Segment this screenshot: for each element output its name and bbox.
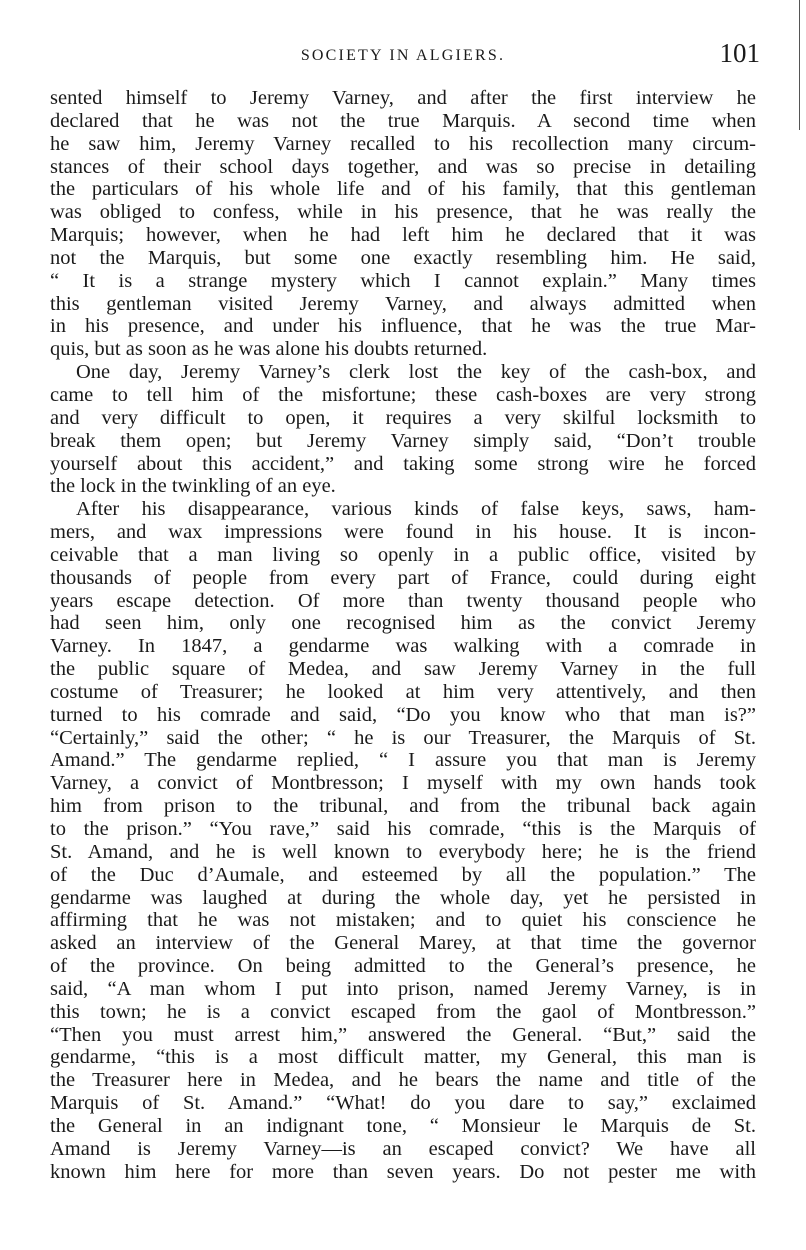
text-line: yourself about this accident,” and taking some strong wire he forced (50, 452, 756, 475)
text-line: not the Marquis, but some one exactly resembling him. He said, (50, 246, 756, 269)
text-line: was obliged to confess, while in his presence, that he was really the (50, 201, 756, 224)
text-line: Marquis; however, when he had left him he declared that it was (50, 224, 756, 247)
text-line: said, “A man whom I put into prison, named Jeremy Varney, is in (50, 977, 756, 1000)
text-line: gendarme was laughed at during the whole day, yet he persisted in (50, 886, 756, 909)
text-line: costume of Treasurer; he looked at him very attentively, and then (50, 680, 756, 703)
text-line: years escape detection. Of more than twenty thousand people who (50, 589, 756, 612)
text-line: sented himself to Jeremy Varney, and after the first interview he (50, 87, 756, 109)
text-line: the General in an indignant tone, “ Monsieur le Marquis de St. (50, 1114, 756, 1137)
text-line: of the Duc d’Aumale, and esteemed by all the population.” The (50, 863, 756, 886)
text-line: “Certainly,” said the other; “ he is our Treasurer, the Marquis of St. (50, 726, 756, 749)
text-line: affirming that he was not mistaken; and to quiet his conscience he (50, 909, 756, 932)
text-line: gendarme, “this is a most difficult matter, my General, this man is (50, 1046, 756, 1069)
page-edge-rule (799, 0, 800, 130)
text-line: stances of their school days together, and was so precise in detailing (50, 155, 756, 178)
text-line: Varney, a convict of Montbresson; I myself with my own hands took (50, 772, 756, 795)
text-line: and very difficult to open, it requires a very skilful locksmith to (50, 406, 756, 429)
text-line: thousands of people from every part of France, could during eight (50, 566, 756, 589)
text-line: came to tell him of the misfortune; these cash-boxes are very strong (50, 383, 756, 406)
text-line: him from prison to the tribunal, and from the tribunal back again (50, 795, 756, 818)
text-line: the public square of Medea, and saw Jeremy Varney in the full (50, 658, 756, 681)
text-line: Marquis of St. Amand.” “What! do you dare to say,” exclaimed (50, 1092, 756, 1115)
text-line: ceivable that a man living so openly in a public office, visited by (50, 543, 756, 566)
text-line: asked an interview of the General Marey, at that time the governor (50, 932, 756, 955)
text-line: this gentleman visited Jeremy Varney, and always admitted when (50, 292, 756, 315)
text-line: the particulars of his whole life and of his family, that this gentleman (50, 178, 756, 201)
running-head (50, 38, 760, 72)
text-line: this town; he is a convict escaped from the gaol of Montbresson.” (50, 1000, 756, 1023)
text-line: Varney. In 1847, a gendarme was walking with a comrade in (50, 635, 756, 658)
text-line: declared that he was not the true Marquis. A second time when (50, 109, 756, 132)
text-line: “ It is a strange mystery which I cannot explain.” Many times (50, 269, 756, 292)
paragraph-start-line: One day, Jeremy Varney’s clerk lost the key of the cash-box, and (76, 361, 756, 384)
text-line: “Then you must arrest him,” answered the General. “But,” said the (50, 1023, 756, 1046)
running-title: SOCIETY IN ALGIERS. (300, 47, 506, 64)
text-line: of the province. On being admitted to the General’s presence, he (50, 955, 756, 978)
paragraph-end-line: quis, but as soon as he was alone his doubts returned. (50, 338, 488, 361)
text-line: he saw him, Jeremy Varney recalled to his recollection many circum- (50, 132, 756, 155)
paragraph-end-line: the lock in the twinkling of an eye. (50, 475, 336, 498)
text-line: in his presence, and under his influence, that he was the true Mar- (50, 315, 756, 338)
body-text (50, 87, 756, 1184)
page-number: 101 (719, 38, 760, 68)
text-line: known him here for more than seven years. Do not pester me with (50, 1160, 756, 1183)
text-line: had seen him, only one recognised him as the convict Jeremy (50, 612, 756, 635)
text-line: the Treasurer here in Medea, and he bears the name and title of the (50, 1069, 756, 1092)
text-line: St. Amand, and he is well known to everybody here; he is the friend (50, 840, 756, 863)
text-line: turned to his comrade and said, “Do you know who that man is?” (50, 703, 756, 726)
text-line: Amand.” The gendarme replied, “ I assure you that man is Jeremy (50, 749, 756, 772)
text-line: mers, and wax impressions were found in his house. It is incon- (50, 521, 756, 544)
text-line: break them open; but Jeremy Varney simply said, “Don’t trouble (50, 429, 756, 452)
text-line: Amand is Jeremy Varney—is an escaped convict? We have all (50, 1137, 756, 1160)
text-line: to the prison.” “You rave,” said his comrade, “this is the Marquis of (50, 818, 756, 840)
paragraph-start-line: After his disappearance, various kinds of false keys, saws, ham- (76, 498, 756, 521)
